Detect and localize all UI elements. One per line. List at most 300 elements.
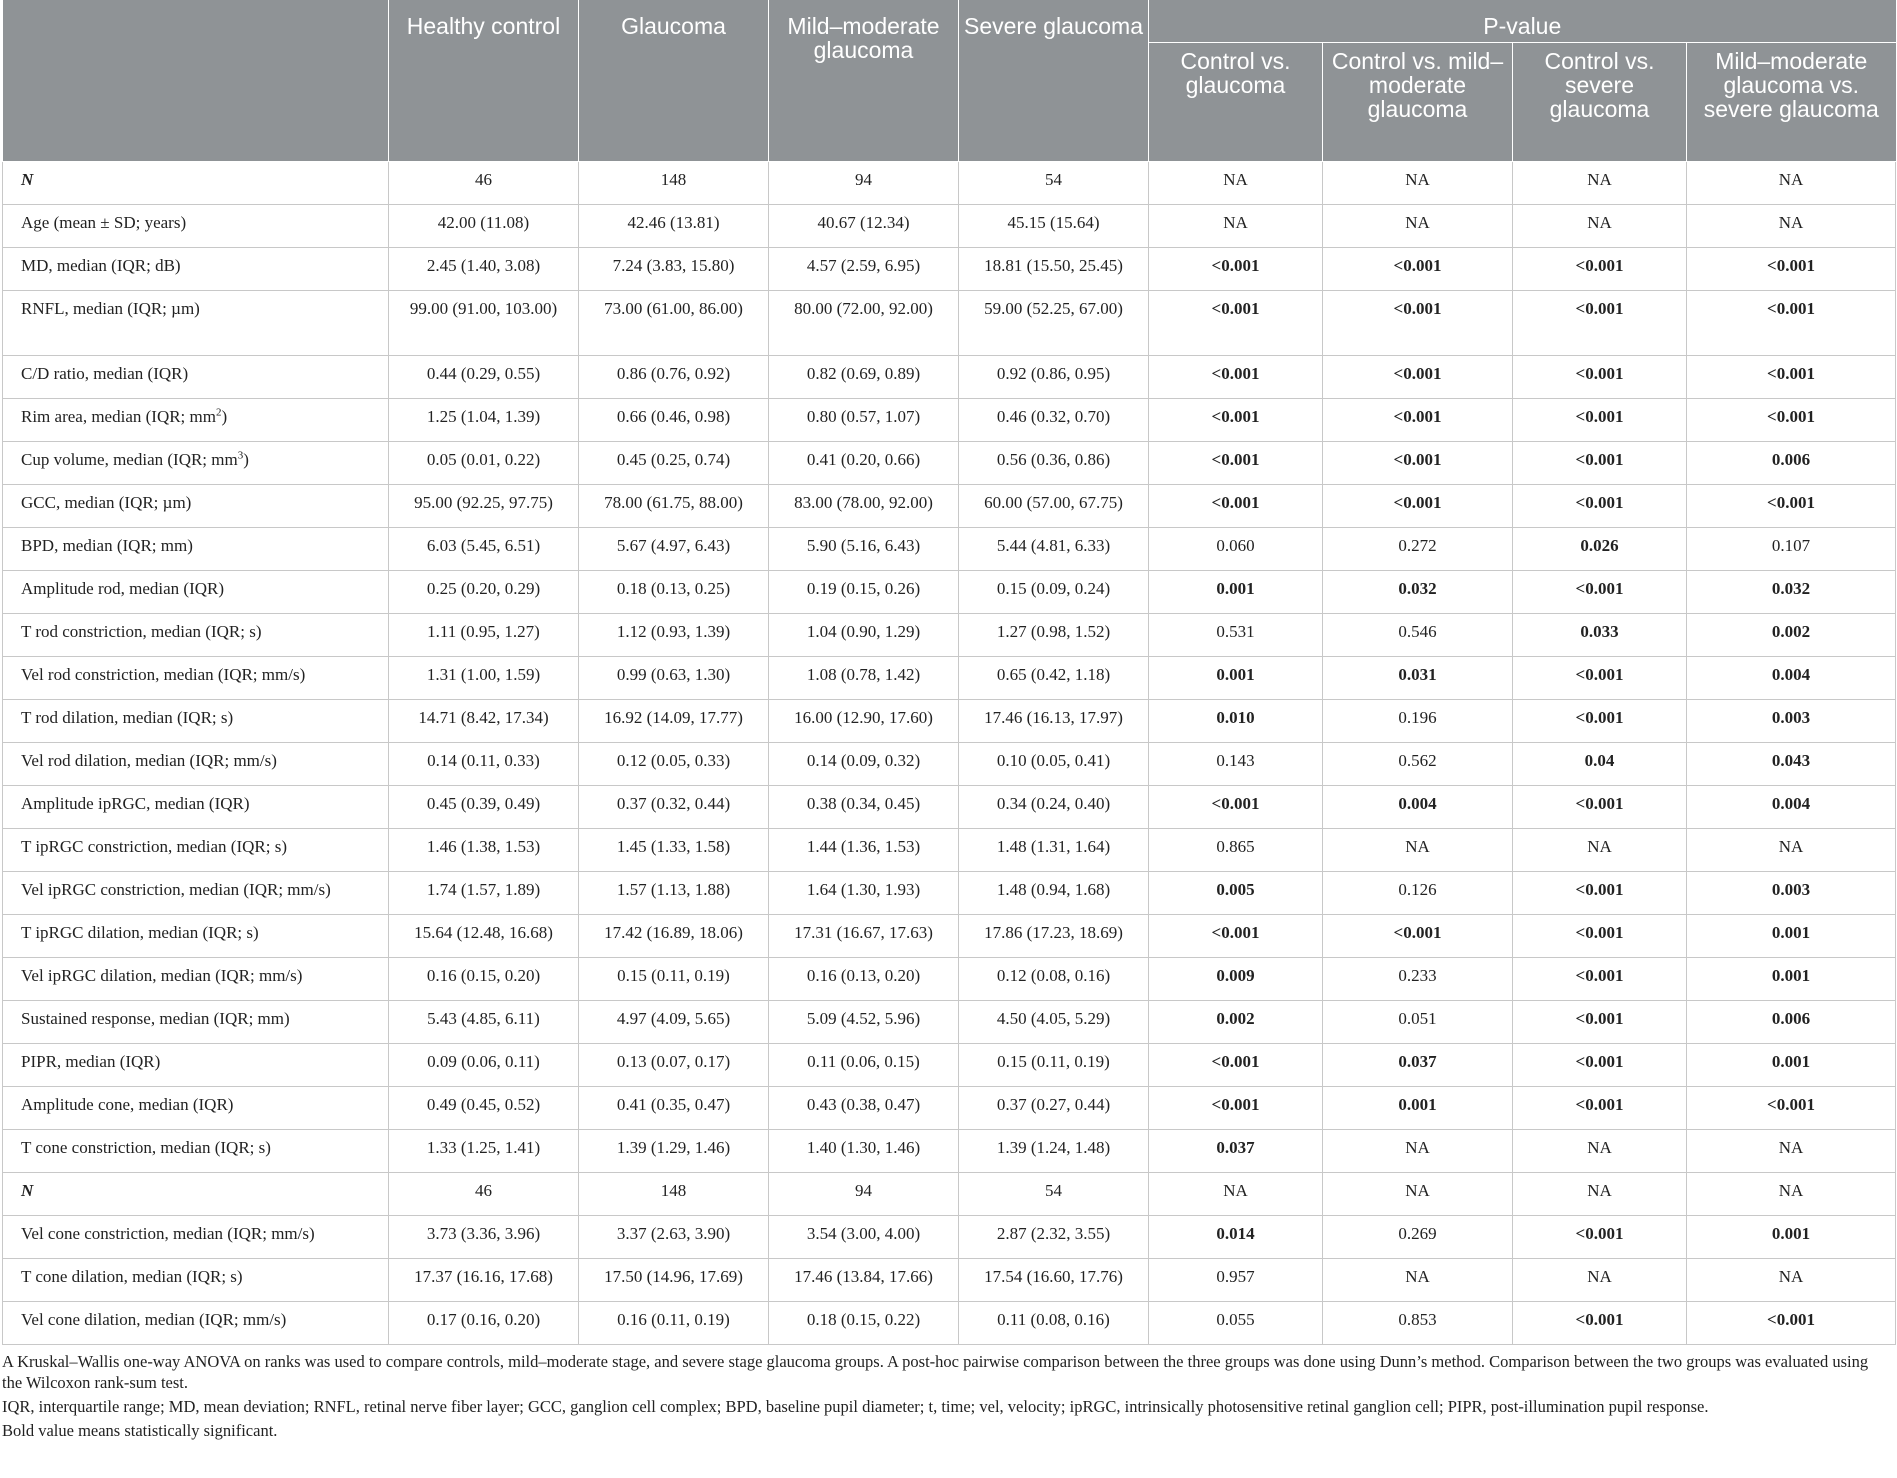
table-cell: 1.33 (1.25, 1.41) <box>389 1130 579 1173</box>
table-cell: 0.92 (0.86, 0.95) <box>959 356 1149 399</box>
table-cell: <0.001 <box>1513 958 1687 1001</box>
header-mild-moderate: Mild–moderate glaucoma <box>769 0 959 162</box>
table-row <box>3 571 1896 614</box>
row-label-text: Vel cone dilation, median (IQR; mm/s) <box>21 1310 287 1329</box>
table-cell: 0.11 (0.08, 0.16) <box>959 1302 1149 1345</box>
table-cell: 0.001 <box>1149 571 1323 614</box>
table-row <box>3 291 1896 356</box>
row-label-text: T cone constriction, median (IQR; s) <box>21 1138 271 1157</box>
table-cell: 0.853 <box>1323 1302 1513 1345</box>
table-cell: 17.46 (16.13, 17.97) <box>959 700 1149 743</box>
row-label-superscript: 2 <box>215 406 222 419</box>
row-label <box>3 205 389 248</box>
table-cell: 0.002 <box>1149 1001 1323 1044</box>
table-cell: 0.05 (0.01, 0.22) <box>389 442 579 485</box>
row-label <box>3 657 389 700</box>
row-label-text: N <box>21 1181 34 1200</box>
table-cell: 0.56 (0.36, 0.86) <box>959 442 1149 485</box>
table-cell: 0.126 <box>1323 872 1513 915</box>
table-cell: 0.38 (0.34, 0.45) <box>769 786 959 829</box>
table-cell: 6.03 (5.45, 6.51) <box>389 528 579 571</box>
table-cell: 1.48 (1.31, 1.64) <box>959 829 1149 872</box>
table-cell: 0.562 <box>1323 743 1513 786</box>
table-cell: <0.001 <box>1687 399 1896 442</box>
table-cell: 0.45 (0.39, 0.49) <box>389 786 579 829</box>
table-cell: 45.15 (15.64) <box>959 205 1149 248</box>
table-cell: 0.033 <box>1513 614 1687 657</box>
table-cell: 0.014 <box>1149 1216 1323 1259</box>
table-cell: 94 <box>769 1173 959 1216</box>
table-cell: <0.001 <box>1513 1216 1687 1259</box>
table-cell: NA <box>1687 1130 1896 1173</box>
table-cell: 0.15 (0.11, 0.19) <box>959 1044 1149 1087</box>
table-cell: 148 <box>579 162 769 205</box>
table-cell: 0.10 (0.05, 0.41) <box>959 743 1149 786</box>
table-cell: 0.49 (0.45, 0.52) <box>389 1087 579 1130</box>
row-label-text: Sustained response, median (IQR; mm) <box>21 1009 290 1028</box>
table-cell: 0.16 (0.13, 0.20) <box>769 958 959 1001</box>
table-cell: 1.48 (0.94, 1.68) <box>959 872 1149 915</box>
row-label-text: Age (mean ± SD; years) <box>21 213 187 232</box>
table-cell: 0.006 <box>1687 442 1896 485</box>
table-cell: 2.45 (1.40, 3.08) <box>389 248 579 291</box>
row-label <box>3 291 389 356</box>
table-cell: 0.001 <box>1687 958 1896 1001</box>
table-row <box>3 700 1896 743</box>
row-label-text: RNFL, median (IQR; µm) <box>21 299 200 318</box>
table-cell: 0.051 <box>1323 1001 1513 1044</box>
table-cell: 0.010 <box>1149 700 1323 743</box>
header-control-vs-glaucoma: Control vs. glaucoma <box>1149 43 1323 162</box>
table-cell: NA <box>1687 1259 1896 1302</box>
table-cell: 1.45 (1.33, 1.58) <box>579 829 769 872</box>
table-cell: 0.531 <box>1149 614 1323 657</box>
table-cell: 14.71 (8.42, 17.34) <box>389 700 579 743</box>
table-cell: NA <box>1687 205 1896 248</box>
row-label <box>3 356 389 399</box>
table-cell: 0.002 <box>1687 614 1896 657</box>
table-cell: 59.00 (52.25, 67.00) <box>959 291 1149 356</box>
table-header <box>3 0 1896 162</box>
table-cell: 3.73 (3.36, 3.96) <box>389 1216 579 1259</box>
table-cell: 17.50 (14.96, 17.69) <box>579 1259 769 1302</box>
table-cell: 4.97 (4.09, 5.65) <box>579 1001 769 1044</box>
row-label <box>3 1216 389 1259</box>
table-row <box>3 657 1896 700</box>
table-cell: 42.46 (13.81) <box>579 205 769 248</box>
table-cell: 54 <box>959 162 1149 205</box>
table-row <box>3 248 1896 291</box>
table-cell: 0.060 <box>1149 528 1323 571</box>
row-label-text: GCC, median (IQR; µm) <box>21 493 192 512</box>
row-label <box>3 1259 389 1302</box>
table-cell: <0.001 <box>1149 291 1323 356</box>
row-label-text: T rod constriction, median (IQR; s) <box>21 622 262 641</box>
table-cell: 18.81 (15.50, 25.45) <box>959 248 1149 291</box>
table-cell: 0.14 (0.09, 0.32) <box>769 743 959 786</box>
table-cell: 0.143 <box>1149 743 1323 786</box>
row-label <box>3 700 389 743</box>
table-cell: <0.001 <box>1687 248 1896 291</box>
row-label-text: C/D ratio, median (IQR) <box>21 364 189 383</box>
table-cell: <0.001 <box>1513 356 1687 399</box>
table-cell: <0.001 <box>1513 399 1687 442</box>
table-cell: 78.00 (61.75, 88.00) <box>579 485 769 528</box>
table-cell: <0.001 <box>1323 485 1513 528</box>
table-cell: 0.34 (0.24, 0.40) <box>959 786 1149 829</box>
table-row <box>3 829 1896 872</box>
table-cell: 0.043 <box>1687 743 1896 786</box>
table-cell: 1.12 (0.93, 1.39) <box>579 614 769 657</box>
table-cell: 1.74 (1.57, 1.89) <box>389 872 579 915</box>
table-cell: 1.39 (1.24, 1.48) <box>959 1130 1149 1173</box>
table-cell: 5.43 (4.85, 6.11) <box>389 1001 579 1044</box>
row-label-text: BPD, median (IQR; mm) <box>21 536 193 555</box>
row-label-text: Vel cone constriction, median (IQR; mm/s) <box>21 1224 315 1243</box>
table-cell: <0.001 <box>1687 1087 1896 1130</box>
table-cell: 4.50 (4.05, 5.29) <box>959 1001 1149 1044</box>
table-cell: 16.00 (12.90, 17.60) <box>769 700 959 743</box>
table-cell: 0.86 (0.76, 0.92) <box>579 356 769 399</box>
row-label <box>3 528 389 571</box>
table-cell: 0.032 <box>1687 571 1896 614</box>
table-cell: 0.82 (0.69, 0.89) <box>769 356 959 399</box>
table-cell: 80.00 (72.00, 92.00) <box>769 291 959 356</box>
row-label <box>3 485 389 528</box>
table-cell: <0.001 <box>1513 1001 1687 1044</box>
table-cell: 0.41 (0.35, 0.47) <box>579 1087 769 1130</box>
table-cell: 0.44 (0.29, 0.55) <box>389 356 579 399</box>
table-cell: 17.42 (16.89, 18.06) <box>579 915 769 958</box>
table-cell: 3.54 (3.00, 4.00) <box>769 1216 959 1259</box>
table-cell: 0.006 <box>1687 1001 1896 1044</box>
table-cell: <0.001 <box>1513 248 1687 291</box>
table-cell: 0.001 <box>1687 915 1896 958</box>
table-cell: 54 <box>959 1173 1149 1216</box>
table-cell: 83.00 (78.00, 92.00) <box>769 485 959 528</box>
row-label-text: T ipRGC dilation, median (IQR; s) <box>21 923 259 942</box>
table-cell: <0.001 <box>1149 915 1323 958</box>
row-label <box>3 1302 389 1345</box>
table-cell: NA <box>1323 1173 1513 1216</box>
table-cell: 73.00 (61.00, 86.00) <box>579 291 769 356</box>
table-cell: NA <box>1687 829 1896 872</box>
table-cell: 0.46 (0.32, 0.70) <box>959 399 1149 442</box>
table-cell: <0.001 <box>1323 291 1513 356</box>
header-control-vs-mild: Control vs. mild–moderate glaucoma <box>1323 43 1513 162</box>
table-cell: NA <box>1323 162 1513 205</box>
table-cell: NA <box>1513 162 1687 205</box>
table-cell: 1.57 (1.13, 1.88) <box>579 872 769 915</box>
table-cell: 0.001 <box>1323 1087 1513 1130</box>
table-cell: 1.64 (1.30, 1.93) <box>769 872 959 915</box>
row-label <box>3 743 389 786</box>
table-cell: 5.44 (4.81, 6.33) <box>959 528 1149 571</box>
table-cell: <0.001 <box>1513 1302 1687 1345</box>
header-severe: Severe glaucoma <box>959 0 1149 162</box>
table-cell: <0.001 <box>1513 1044 1687 1087</box>
table-cell: NA <box>1323 205 1513 248</box>
table-cell: 0.12 (0.08, 0.16) <box>959 958 1149 1001</box>
table-cell: 0.14 (0.11, 0.33) <box>389 743 579 786</box>
table-cell: NA <box>1687 162 1896 205</box>
table-cell: 15.64 (12.48, 16.68) <box>389 915 579 958</box>
table-cell: 5.09 (4.52, 5.96) <box>769 1001 959 1044</box>
header-p-value: P-value <box>1149 0 1896 43</box>
table-cell: 0.37 (0.27, 0.44) <box>959 1087 1149 1130</box>
row-label <box>3 1044 389 1087</box>
table-cell: NA <box>1513 1130 1687 1173</box>
table-cell: 0.45 (0.25, 0.74) <box>579 442 769 485</box>
footnote-abbreviations: IQR, interquartile range; MD, mean deviation; RNFL, retinal nerve fiber layer; GCC, ganglion cell complex; BPD, baseline pupil diameter; t, time; vel, velocity; ipRGC, intrinsically photosensitive retinal ganglion cell; PIPR, post-illumination pupil response. <box>2 1397 1709 1416</box>
table-cell: 0.18 (0.13, 0.25) <box>579 571 769 614</box>
table-cell: NA <box>1513 205 1687 248</box>
row-label <box>3 1130 389 1173</box>
row-label-text: N <box>21 170 34 189</box>
table-cell: 0.12 (0.05, 0.33) <box>579 743 769 786</box>
table-cell: <0.001 <box>1323 248 1513 291</box>
table-cell: <0.001 <box>1687 1302 1896 1345</box>
table-cell: 0.15 (0.11, 0.19) <box>579 958 769 1001</box>
footnote-bold: Bold value means statistically significant. <box>2 1421 278 1440</box>
row-label-text: Vel rod dilation, median (IQR; mm/s) <box>21 751 277 770</box>
row-label-text: MD, median (IQR; dB) <box>21 256 181 275</box>
row-label-text: Vel ipRGC constriction, median (IQR; mm/s) <box>21 880 331 899</box>
table-cell: 1.39 (1.29, 1.46) <box>579 1130 769 1173</box>
table-cell: 1.11 (0.95, 1.27) <box>389 614 579 657</box>
table-cell: <0.001 <box>1149 1087 1323 1130</box>
table-cell: <0.001 <box>1513 571 1687 614</box>
table-cell: 1.44 (1.36, 1.53) <box>769 829 959 872</box>
header-healthy-control: Healthy control <box>389 0 579 162</box>
table-cell: 17.54 (16.60, 17.76) <box>959 1259 1149 1302</box>
table-cell: 95.00 (92.25, 97.75) <box>389 485 579 528</box>
table-cell: NA <box>1513 1173 1687 1216</box>
table-row <box>3 1173 1896 1216</box>
table-cell: 0.026 <box>1513 528 1687 571</box>
table-row <box>3 786 1896 829</box>
table-cell: 0.004 <box>1323 786 1513 829</box>
table-cell: <0.001 <box>1149 356 1323 399</box>
table-row <box>3 205 1896 248</box>
table-cell: 99.00 (91.00, 103.00) <box>389 291 579 356</box>
table-cell: <0.001 <box>1323 915 1513 958</box>
table-cell: 17.46 (13.84, 17.66) <box>769 1259 959 1302</box>
table-cell: 0.65 (0.42, 1.18) <box>959 657 1149 700</box>
table-cell: 0.107 <box>1687 528 1896 571</box>
row-label <box>3 1001 389 1044</box>
table-cell: 4.57 (2.59, 6.95) <box>769 248 959 291</box>
table-cell: 60.00 (57.00, 67.75) <box>959 485 1149 528</box>
table-cell: 0.003 <box>1687 872 1896 915</box>
table-cell: <0.001 <box>1513 786 1687 829</box>
table-cell: NA <box>1687 1173 1896 1216</box>
table-cell: 0.196 <box>1323 700 1513 743</box>
table-cell: 1.46 (1.38, 1.53) <box>389 829 579 872</box>
table-row <box>3 743 1896 786</box>
table-cell: 46 <box>389 162 579 205</box>
table-cell: 0.16 (0.15, 0.20) <box>389 958 579 1001</box>
table-cell: 0.037 <box>1323 1044 1513 1087</box>
table-cell: 0.001 <box>1687 1216 1896 1259</box>
table-cell: 0.233 <box>1323 958 1513 1001</box>
table-row <box>3 614 1896 657</box>
table-cell: <0.001 <box>1149 399 1323 442</box>
table-cell: 42.00 (11.08) <box>389 205 579 248</box>
table-cell: 0.957 <box>1149 1259 1323 1302</box>
row-label-text: Amplitude rod, median (IQR) <box>21 579 225 598</box>
table-cell: 0.13 (0.07, 0.17) <box>579 1044 769 1087</box>
table-cell: 0.25 (0.20, 0.29) <box>389 571 579 614</box>
table-cell: <0.001 <box>1513 1087 1687 1130</box>
table-row <box>3 958 1896 1001</box>
table-row <box>3 485 1896 528</box>
table-body <box>3 162 1896 1345</box>
table-cell: <0.001 <box>1149 248 1323 291</box>
table-cell: NA <box>1323 1130 1513 1173</box>
table-cell: 0.18 (0.15, 0.22) <box>769 1302 959 1345</box>
table-cell: <0.001 <box>1323 399 1513 442</box>
table-cell: 0.272 <box>1323 528 1513 571</box>
table-cell: 0.004 <box>1687 657 1896 700</box>
table-cell: 0.37 (0.32, 0.44) <box>579 786 769 829</box>
table-cell: <0.001 <box>1513 872 1687 915</box>
row-label-text: Vel ipRGC dilation, median (IQR; mm/s) <box>21 966 303 985</box>
row-label-text: PIPR, median (IQR) <box>21 1052 161 1071</box>
table-row <box>3 1130 1896 1173</box>
row-label <box>3 399 389 442</box>
table-cell: 0.15 (0.09, 0.24) <box>959 571 1149 614</box>
table-cell: 40.67 (12.34) <box>769 205 959 248</box>
table-cell: 148 <box>579 1173 769 1216</box>
table-cell: <0.001 <box>1513 442 1687 485</box>
row-label <box>3 958 389 1001</box>
table-cell: 0.16 (0.11, 0.19) <box>579 1302 769 1345</box>
row-label <box>3 1173 389 1216</box>
row-label-text: T ipRGC constriction, median (IQR; s) <box>21 837 287 856</box>
table-cell: <0.001 <box>1323 356 1513 399</box>
table-cell: 3.37 (2.63, 3.90) <box>579 1216 769 1259</box>
table-cell: <0.001 <box>1513 700 1687 743</box>
row-label-suffix: ) <box>221 407 228 426</box>
row-label-text: T rod dilation, median (IQR; s) <box>21 708 234 727</box>
row-label-superscript: 3 <box>237 449 244 462</box>
table-cell: 0.09 (0.06, 0.11) <box>389 1044 579 1087</box>
table-cell: 0.269 <box>1323 1216 1513 1259</box>
table-cell: 46 <box>389 1173 579 1216</box>
table-cell: 0.005 <box>1149 872 1323 915</box>
table-cell: 5.90 (5.16, 6.43) <box>769 528 959 571</box>
footnote-method: A Kruskal–Wallis one-way ANOVA on ranks was used to compare controls, mild–moderate stage, and severe stage glaucoma groups. A post-hoc pairwise comparison between the three groups was done using Dunn’s method. Comparison between the two groups was evaluated using the Wilcoxon rank-sum test. <box>2 1352 1869 1392</box>
table-cell: 1.25 (1.04, 1.39) <box>389 399 579 442</box>
table-cell: 0.865 <box>1149 829 1323 872</box>
table-cell: 0.009 <box>1149 958 1323 1001</box>
table-cell: <0.001 <box>1513 291 1687 356</box>
row-label-text: T cone dilation, median (IQR; s) <box>21 1267 243 1286</box>
table-cell: <0.001 <box>1513 485 1687 528</box>
table-cell: 17.31 (16.67, 17.63) <box>769 915 959 958</box>
row-label <box>3 786 389 829</box>
row-label-text: Rim area, median (IQR; mm <box>21 407 216 426</box>
table-cell: 1.04 (0.90, 1.29) <box>769 614 959 657</box>
row-label <box>3 915 389 958</box>
table-row <box>3 356 1896 399</box>
row-label-text: Cup volume, median (IQR; mm <box>21 450 238 469</box>
table-cell: <0.001 <box>1513 915 1687 958</box>
table-cell: 0.66 (0.46, 0.98) <box>579 399 769 442</box>
table-cell: 0.17 (0.16, 0.20) <box>389 1302 579 1345</box>
table-cell: 0.43 (0.38, 0.47) <box>769 1087 959 1130</box>
table-footnotes <box>2 1345 1882 1441</box>
table-cell: 0.04 <box>1513 743 1687 786</box>
table-row <box>3 872 1896 915</box>
table-row <box>3 399 1896 442</box>
table-cell: NA <box>1149 162 1323 205</box>
table-cell: <0.001 <box>1687 356 1896 399</box>
table-cell: <0.001 <box>1149 1044 1323 1087</box>
header-control-vs-severe: Control vs. severe glaucoma <box>1513 43 1687 162</box>
table-cell: NA <box>1149 1173 1323 1216</box>
row-label-suffix: ) <box>243 450 249 469</box>
row-label <box>3 614 389 657</box>
table-row <box>3 1216 1896 1259</box>
row-label <box>3 872 389 915</box>
table-cell: 2.87 (2.32, 3.55) <box>959 1216 1149 1259</box>
table-cell: NA <box>1323 1259 1513 1302</box>
table-cell: 94 <box>769 162 959 205</box>
row-label-text: Amplitude ipRGC, median (IQR) <box>21 794 250 813</box>
table-row <box>3 915 1896 958</box>
table-cell: <0.001 <box>1323 442 1513 485</box>
row-label <box>3 162 389 205</box>
row-label <box>3 571 389 614</box>
table-row <box>3 1044 1896 1087</box>
table-row <box>3 442 1896 485</box>
table-cell: 0.031 <box>1323 657 1513 700</box>
table-row <box>3 162 1896 205</box>
table-cell: <0.001 <box>1149 485 1323 528</box>
table-cell: NA <box>1513 829 1687 872</box>
table-cell: 1.40 (1.30, 1.46) <box>769 1130 959 1173</box>
table-cell: <0.001 <box>1513 657 1687 700</box>
table-row <box>3 1001 1896 1044</box>
row-label <box>3 829 389 872</box>
table-cell: 5.67 (4.97, 6.43) <box>579 528 769 571</box>
table-cell: <0.001 <box>1687 485 1896 528</box>
header-mild-vs-severe: Mild–moderate glaucoma vs. severe glaucoma <box>1687 43 1896 162</box>
table-cell: 0.41 (0.20, 0.66) <box>769 442 959 485</box>
table-cell: 0.032 <box>1323 571 1513 614</box>
table-cell: 0.19 (0.15, 0.26) <box>769 571 959 614</box>
table-cell: 0.003 <box>1687 700 1896 743</box>
table-cell: 1.31 (1.00, 1.59) <box>389 657 579 700</box>
table-cell: <0.001 <box>1149 442 1323 485</box>
row-label <box>3 442 389 485</box>
header-glaucoma: Glaucoma <box>579 0 769 162</box>
table-cell: 16.92 (14.09, 17.77) <box>579 700 769 743</box>
row-label <box>3 1087 389 1130</box>
table-row <box>3 1087 1896 1130</box>
table-cell: NA <box>1149 205 1323 248</box>
table-cell: 1.27 (0.98, 1.52) <box>959 614 1149 657</box>
table-cell: 17.37 (16.16, 17.68) <box>389 1259 579 1302</box>
row-label-text: Amplitude cone, median (IQR) <box>21 1095 234 1114</box>
table-cell: NA <box>1513 1259 1687 1302</box>
table-row <box>3 1259 1896 1302</box>
table-cell: 0.055 <box>1149 1302 1323 1345</box>
header-blank <box>3 0 389 162</box>
table-cell: <0.001 <box>1149 786 1323 829</box>
